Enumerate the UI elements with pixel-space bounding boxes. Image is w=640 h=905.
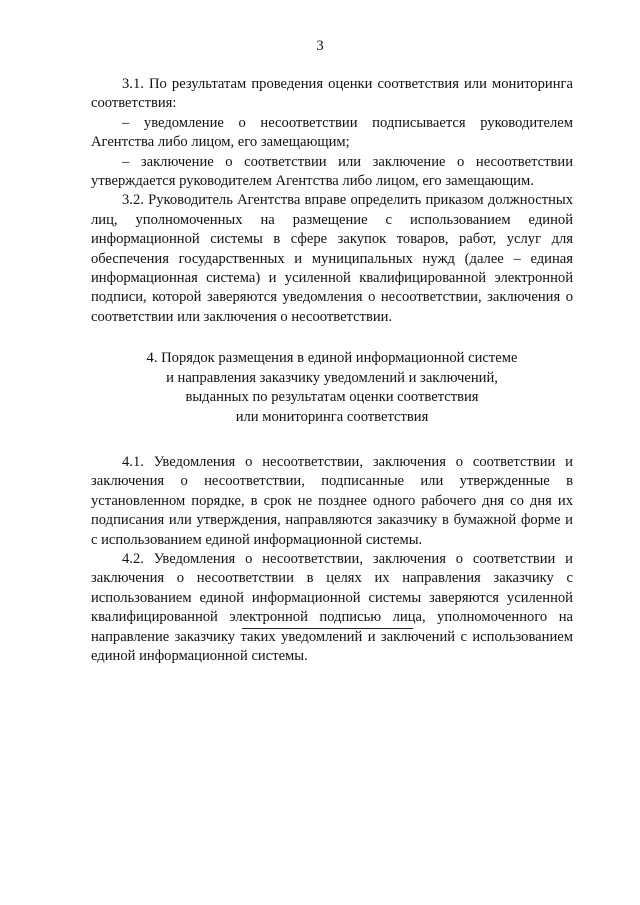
paragraph-4-1: 4.1. Уведомления о несоответствии, заключения о соответствии и заключения о несоответствии, подписанные или утвержденные в установленном порядке, в срок не позднее одного рабочего дня со дня их подписания или утверждения, направляются заказчику в бумажной форме и с использованием единой информационной системы. [91, 453, 573, 548]
section-4-heading-line: 4. Порядок размещения в единой информационной системе [146, 350, 518, 367]
paragraph-3-2: 3.2. Руководитель Агентства вправе определить приказом должностных лиц, уполномоченных на размещение с использованием единой информационной системы в сфере закупок товаров, работ, услуг для обеспечения государственных и муниципальных нужд (далее – единая информационная система) и усиленной квалифицированной электронной подписи, которой заверяются уведомления о несоответствии, заключения о соответствии или заключения о несоответствии. [91, 192, 573, 325]
page-number: 3 [316, 38, 324, 54]
section-4-heading-line: или мониторинга соответствия [235, 408, 429, 425]
section-4-heading-line: и направления заказчику уведомлений и заключений, [166, 369, 498, 386]
section-4-heading [91, 349, 573, 427]
end-divider-line [242, 628, 413, 629]
paragraph-4-2: 4.2. Уведомления о несоответствии, заключения о соответствии и заключения о несоответствии в целях их направления заказчику с использованием единой информационной системы заверяются усиленной квалифицированной электронной подписью лица, уполномоченного на направление заказчику таких уведомлений и заключений с использованием единой информационной системы. [91, 550, 573, 664]
list-item-notice-signing: – уведомление о несоответствии подписывается руководителем Агентства либо лицом, его замещающим; [91, 114, 573, 151]
list-item-conclusion-approval: – заключение о соответствии или заключение о несоответствии утверждается руководителем Агентства либо лицом, его замещающим. [91, 153, 573, 190]
document-body [91, 75, 573, 666]
section-4-heading-line: выданных по результатам оценки соответствия [185, 389, 479, 406]
paragraph-3-1: 3.1. По результатам проведения оценки соответствия или мониторинга соответствия: [91, 76, 573, 112]
